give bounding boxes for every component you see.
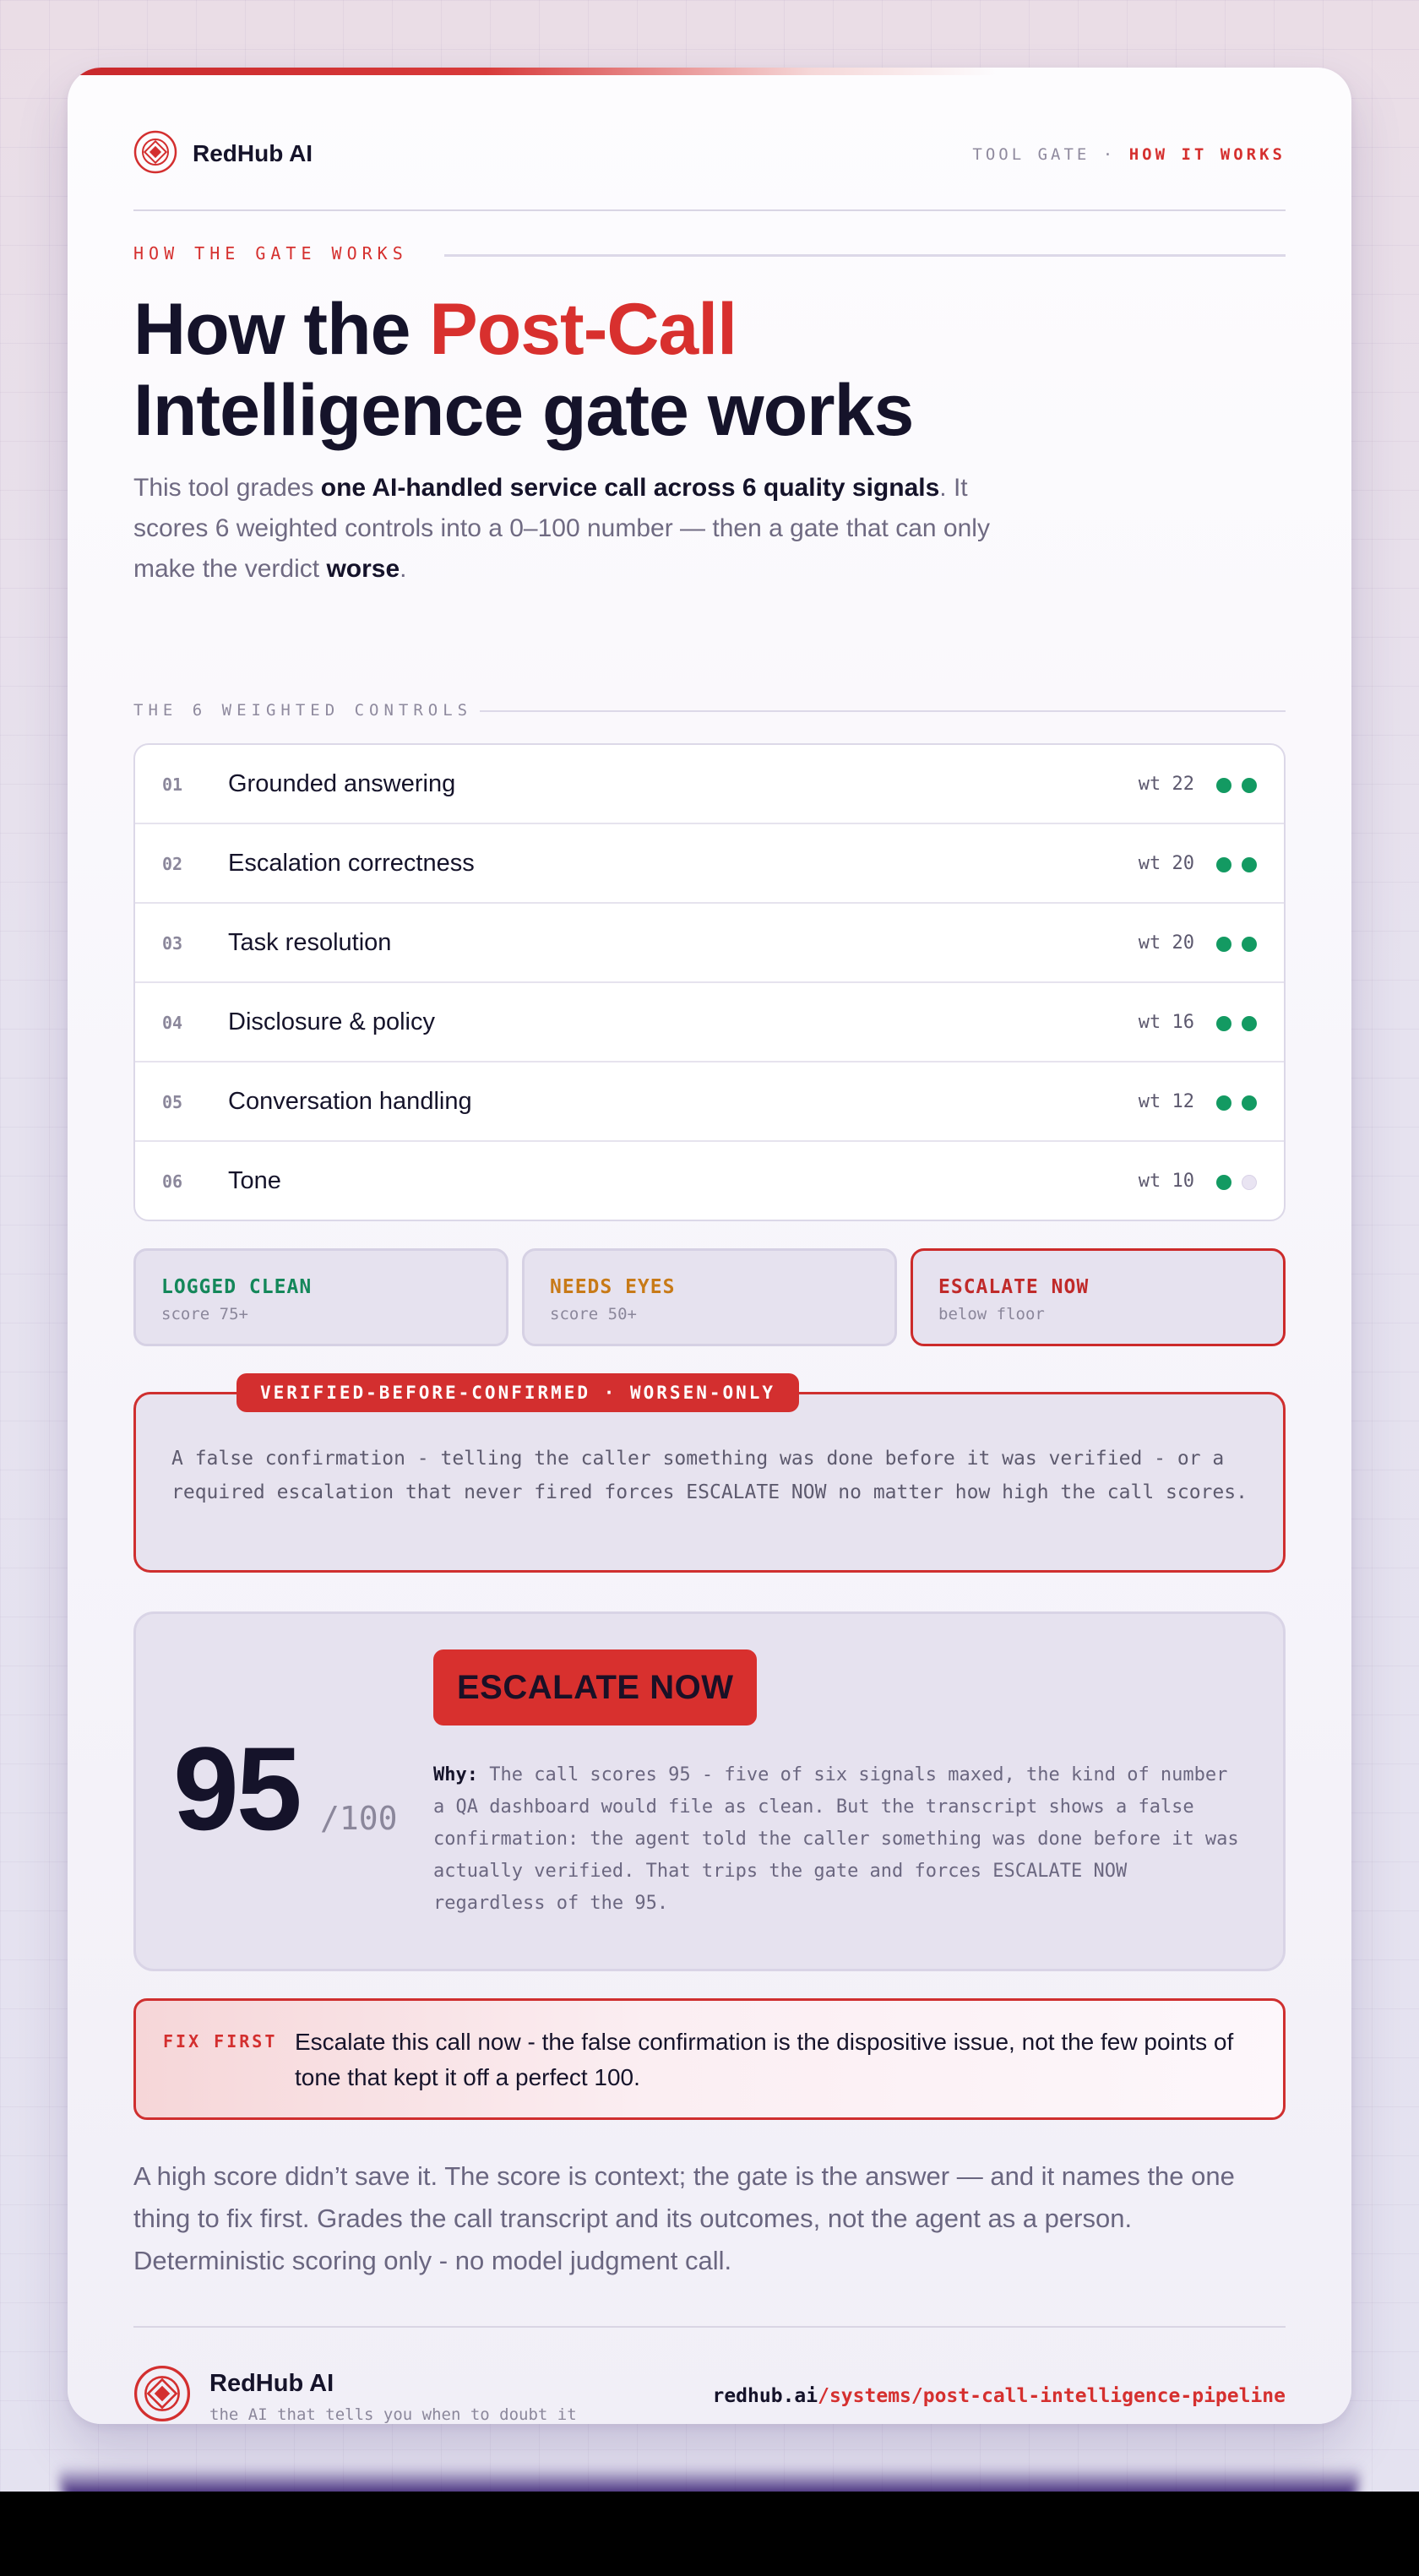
control-number: 05 xyxy=(162,1092,183,1112)
gate-rule-box xyxy=(133,1392,1286,1573)
control-row xyxy=(135,1062,1284,1142)
score-value: 95 xyxy=(173,1722,300,1855)
filled-green-dot-icon xyxy=(1216,1175,1231,1190)
title-line2: Intelligence gate works xyxy=(133,370,914,451)
control-number: 02 xyxy=(162,854,183,874)
verdict-threshold: below floor xyxy=(938,1305,1045,1323)
gate-rule-tag: VERIFIED-BEFORE-CONFIRMED · WORSEN-ONLY xyxy=(236,1373,799,1412)
eyebrow-rule xyxy=(444,254,1286,257)
score-result-panel xyxy=(133,1611,1286,1971)
filled-green-dot-icon xyxy=(1216,937,1231,952)
filled-green-dot-icon xyxy=(1216,778,1231,793)
verdict-name: ESCALATE NOW xyxy=(938,1276,1090,1298)
eyebrow xyxy=(133,243,1286,269)
main-card xyxy=(68,68,1351,2424)
lede-text-3: . xyxy=(400,555,407,583)
page-title xyxy=(133,289,1147,451)
verdict-logged-clean xyxy=(133,1248,508,1346)
why-explanation xyxy=(433,1759,1244,1920)
control-weight: wt 10 xyxy=(1138,1171,1194,1192)
footer-url-host[interactable]: redhub.ai xyxy=(712,2385,818,2407)
lede-bold-2: worse xyxy=(326,555,400,583)
control-number: 03 xyxy=(162,933,183,954)
lede-text-2: . It scores 6 weighted controls into a 0–100 number — then a gate that can only make the verdict xyxy=(133,474,990,583)
filled-green-dot-icon xyxy=(1216,1095,1231,1111)
control-number: 01 xyxy=(162,774,183,795)
verdict-escalate-now xyxy=(911,1248,1286,1346)
control-row xyxy=(135,904,1284,983)
control-number: 06 xyxy=(162,1171,183,1192)
filled-green-dot-icon xyxy=(1216,857,1231,872)
control-weight: wt 20 xyxy=(1138,853,1194,874)
closing-paragraph: A high score didn’t save it. The score is context; the gate is the answer — and it names the one thing to fix first. Grades the call transcript and its outcomes, not the agent as a person. Deterministic scoring only - no model judgment call. xyxy=(133,2161,1235,2275)
control-row xyxy=(135,983,1284,1062)
brand-name[interactable]: RedHub AI xyxy=(193,140,313,166)
verdict-threshold: score 50+ xyxy=(550,1305,637,1323)
filled-green-dot-icon xyxy=(1242,1016,1257,1031)
footer-url-link[interactable] xyxy=(712,2385,1286,2407)
top-nav xyxy=(972,145,1286,164)
gate-rule-text: A false confirmation - telling the caller something was done before it was verified - or a required escalation that never fired forces ESCALATE NOW no matter how high the call scores. xyxy=(171,1448,1248,1503)
title-part1: How the xyxy=(133,289,430,370)
footer-url-path[interactable]: /systems/post-call-intelligence-pipeline xyxy=(818,2385,1286,2407)
fix-first-label: FIX FIRST xyxy=(163,2031,278,2052)
control-label: Disclosure & policy xyxy=(228,1008,435,1035)
nav-prefix: TOOL GATE · xyxy=(972,145,1117,164)
bottom-band xyxy=(0,2492,1419,2576)
control-weight: wt 20 xyxy=(1138,932,1194,954)
title-highlight: Post-Call xyxy=(429,289,737,370)
empty-dot-icon xyxy=(1242,1175,1257,1190)
verdict-name: LOGGED CLEAN xyxy=(161,1276,313,1298)
redhub-logo-icon[interactable] xyxy=(133,2365,191,2422)
control-label: Escalation correctness xyxy=(228,850,475,877)
verdict-threshold: score 75+ xyxy=(161,1305,248,1323)
controls-label: THE 6 WEIGHTED CONTROLS xyxy=(133,701,473,720)
control-row xyxy=(135,824,1284,904)
control-row xyxy=(135,745,1284,824)
footer-tagline: the AI that tells you when to doubt it xyxy=(209,2405,577,2424)
card-accent-bar xyxy=(68,68,997,75)
control-label: Task resolution xyxy=(228,929,392,956)
control-number: 04 xyxy=(162,1013,183,1033)
nav-current[interactable]: HOW IT WORKS xyxy=(1128,145,1286,164)
filled-green-dot-icon xyxy=(1242,1095,1257,1111)
filled-green-dot-icon xyxy=(1242,937,1257,952)
controls-list xyxy=(133,743,1286,1221)
control-weight: wt 16 xyxy=(1138,1012,1194,1033)
control-label: Tone xyxy=(228,1167,281,1194)
why-label: Why: xyxy=(433,1764,478,1785)
eyebrow-label: HOW THE GATE WORKS xyxy=(133,243,408,264)
lede xyxy=(133,468,1012,590)
score-max: /100 xyxy=(320,1800,398,1837)
filled-green-dot-icon xyxy=(1242,857,1257,872)
verdict-needs-eyes xyxy=(522,1248,897,1346)
footer-brand-name[interactable]: RedHub AI xyxy=(209,2370,334,2397)
lede-bold-1: one AI-handled service call across 6 quality signals xyxy=(320,474,940,502)
lede-text-1: This tool grades xyxy=(133,474,321,502)
redhub-logo-icon[interactable] xyxy=(133,130,177,174)
control-label: Conversation handling xyxy=(228,1088,472,1115)
filled-green-dot-icon xyxy=(1216,1016,1231,1031)
controls-section-label xyxy=(133,701,1286,725)
fix-first-box xyxy=(133,1998,1286,2120)
footer-rule xyxy=(133,2326,1286,2328)
fix-first-text: Escalate this call now - the false confirmation is the dispositive issue, not the few points of tone that kept it off a perfect 100. xyxy=(295,2029,1234,2090)
filled-green-dot-icon xyxy=(1242,778,1257,793)
control-weight: wt 12 xyxy=(1138,1091,1194,1112)
control-label: Grounded answering xyxy=(228,770,456,797)
controls-rule xyxy=(480,710,1286,712)
control-row xyxy=(135,1142,1284,1221)
control-weight: wt 22 xyxy=(1138,774,1194,795)
header xyxy=(133,130,1286,211)
verdict-tiers xyxy=(133,1248,1286,1346)
verdict-badge: ESCALATE NOW xyxy=(433,1649,757,1725)
why-text: The call scores 95 - five of six signals maxed, the kind of number a QA dashboard would file as clean. But the transcript shows a false confirmation: the agent told the caller something was done before it was actually verified. That trips the gate and forces ESCALATE NOW regardless of the 95. xyxy=(433,1764,1239,1914)
verdict-name: NEEDS EYES xyxy=(550,1276,676,1298)
